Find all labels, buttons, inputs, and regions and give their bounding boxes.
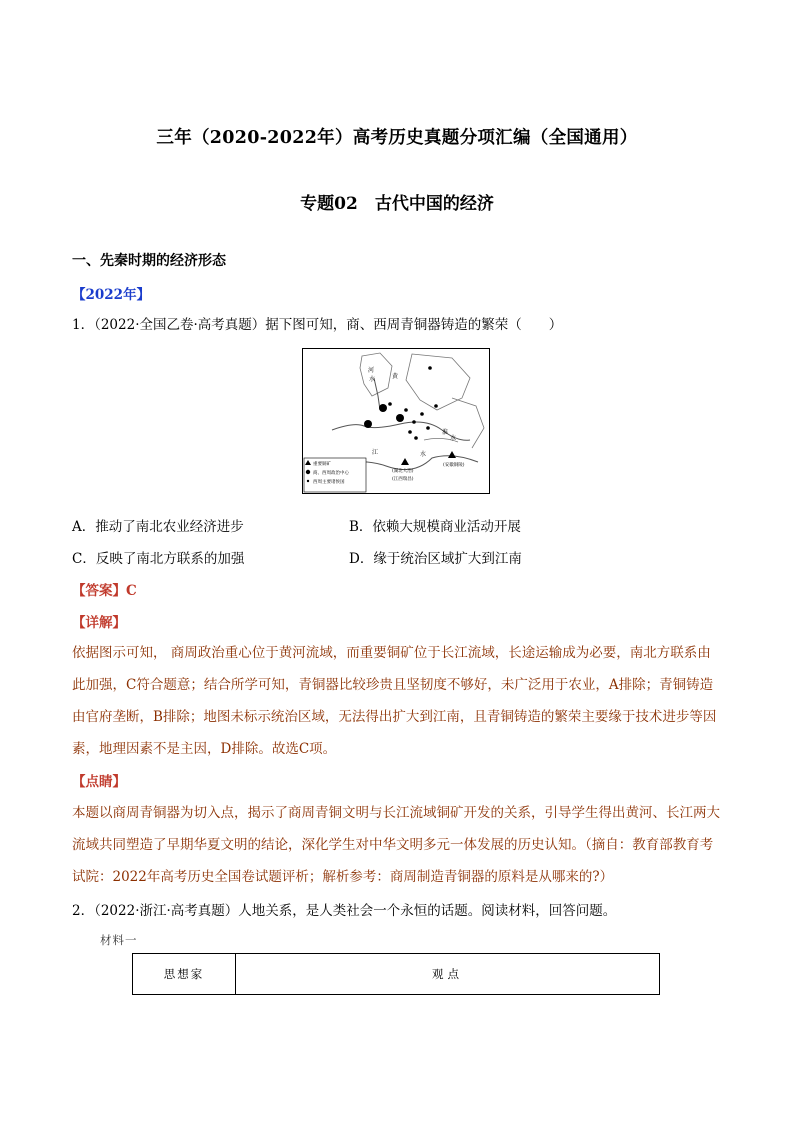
option-c: C．反映了南北方联系的加强 [72,551,245,567]
legend-state: 西周主要诸侯国 [313,480,345,485]
map-label-huang: 黄 [392,373,399,380]
comment-text: 本题以商周青铜器为切入点，揭示了商周青铜文明与长江流域铜矿开发的关系，引导学生得出黄河、长江两大流域共同塑造了早期华夏文明的结论，深化学生对中华文明多元一体发展的历史认知。（摘自：教育部教育考试院：2022年高考历史全国卷试题评析；解析参考：商周制造青铜器的原料是从哪来的?） [72,805,720,885]
option-b: B．依赖大规模商业活动开展 [349,519,521,535]
map-label-huai: 淮 [442,429,449,436]
detail-text: 依据图示可知， 商周政治重心位于黄河流域，而重要铜矿位于长江流域，长途运输成为必要，南北方联系由此加强，C符合题意；结合所学可知，青铜器比较珍贵且坚韧度不够好，未广泛用于农业，A排除；青铜铸造由官府垄断，B排除；地图未标示统治区域，无法得出扩大到江南，且青铜铸造的繁荣主要缘于技术进步等因素，地理因素不是主因，D排除。故选C项。 [72,645,717,757]
map-label-shui3: 水 [420,451,427,458]
section-heading: 一、先秦时期的经济形态 [72,253,226,269]
map-label-shui: 水 [369,376,376,383]
legend-capital: 商、西周政治中心 [313,471,349,476]
detail-tag: 【详解】 [72,615,126,631]
option-d: D．缘于统治区域扩大到江南 [349,551,522,567]
map-label-shui2: 水 [450,435,457,442]
document-title: 三年（2020-2022年）高考历史真题分项汇编（全国通用） [156,128,638,148]
answer-tag: 【答案】C [72,583,137,599]
material-table [132,953,660,995]
material-label: 材料一 [100,933,138,947]
map-label-hubei: (湖北大冶) [392,469,414,474]
topic-title: 专题02 古代中国的经济 [300,194,494,214]
option-a: A．推动了南北农业经济进步 [72,519,244,535]
question-1-stem: 1．（2022·全国乙卷·高考真题）据下图可知，商、西周青铜器铸造的繁荣（ ） [72,317,563,333]
legend-mine: 重要铜矿 [313,462,331,467]
map-label-jiangxi: (江西瑞昌) [392,477,414,482]
bronze-mine-map [302,348,490,494]
table-header-viewpoint: 观点 [432,967,463,981]
map-label-jiang: 江 [372,449,379,456]
map-label-he: 河 [368,367,375,374]
comment-tag: 【点睛】 [72,774,126,790]
map-label-anhui: (安徽铜陵) [443,463,465,468]
table-header-thinker: 思想家 [133,954,236,994]
year-tag: 【2022年】 [72,287,151,303]
question-2-stem: 2．（2022·浙江·高考真题）人地关系，是人类社会一个永恒的话题。阅读材料，回答问题。 [72,903,617,919]
